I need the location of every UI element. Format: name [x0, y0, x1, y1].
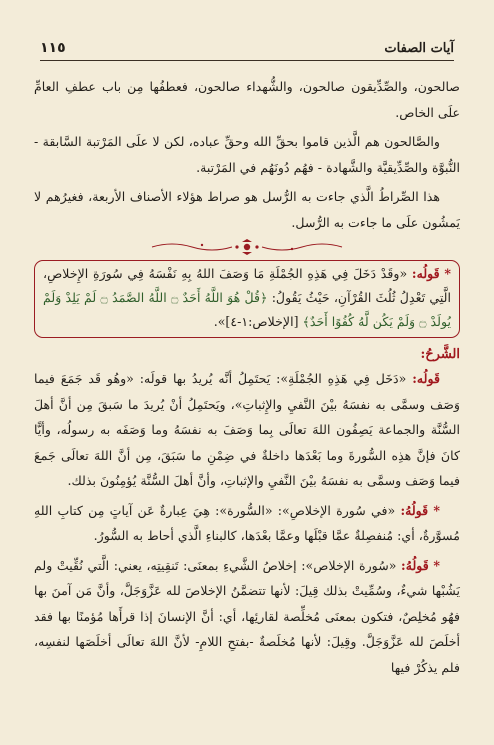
matn-verse: ﴿قُلْ هُوَ اللَّهُ أَحَدٌ ۝ اللَّهُ الصَّمَدُ ۝ لَمْ يَلِدْ وَلَمْ يُولَدْ ۝ وَلَمْ يَكُن لَّهُ كُفُوًا أَحَدٌ﴾ — [43, 290, 451, 329]
sharh-paragraph-1 — [34, 366, 460, 494]
ornament-divider — [34, 238, 460, 256]
matn-box — [34, 260, 460, 338]
paragraph-1: صالحون، والصِّدِّيقون صالحون، والشُّهداء صالحون، فعطفُها مِن باب عطفِ العامِّ علَى الخاص. — [34, 79, 460, 120]
sharh-label-3: قَولُهُ: — [401, 557, 429, 573]
sharh-star-3: * — [433, 557, 440, 573]
sharh-label-2: قَولُهُ: — [400, 502, 429, 518]
sharh-heading: الشَّرحُ: — [420, 347, 460, 362]
matn-reference: [الإخلاص:١-٤]». — [213, 314, 299, 329]
sharh-label-1: قَولُه: — [412, 371, 440, 386]
sharh-text-1: «دَخَل فِي هَذِهِ الجُمْلَةِ»: يَحتَمِلُ أنَّه يُريدُ بها قولَه: «وهُو قَد جَمَعَ فيما وَصَف وسمَّى به نفسَهُ بيْنَ النَّفيِ والإِثباتِ»، ويَحتَمِلُ أنْ يُريدَ ما سَبقَ مِن أنَّ أهلَ السُّنَّة والجماعة يَصِفُون اللهَ تعالَى بِما وَصَفَ به نفسَهُ وما وَصَفَه به رسولُه، وأيًّا كانَ فإنَّ هذِه السُّورةَ وما بَعْدَها داخلةٌ في ضِمْنِ ما سَبَقَ، مِن أنَّ اللهَ تعالَى جَمعَ فيما وَصَف وسمَّى به نفسَهُ بيْنَ النَّفيِ والإثباتِ، وأنَّ أهلَ السُّنَّة يُؤمِنُونَ بذلك. — [34, 371, 460, 488]
page-number: ١١٥ — [40, 40, 66, 56]
paragraph-2: والصَّالحون هم الَّذين قاموا بحقِّ الله وحقِّ عباده، لكن لا علَى المَرْتبة السَّابقة - النُّبوَّة والصِّدِّيقيَّة والشَّهادة - فهُم دُونَهُم في المَرْتبة. — [34, 134, 460, 175]
sharh-text-3: «سُورة الإخلاص»: إخلاصُ الشَّيءِ بمعنَى: تَنقِيتِه، يعني: الَّتي نُقِّيتْ ولم يَشُبْها شيءٌ، وسُمِّيتْ بذلك قِيلَ: لأنها تتضمَّنُ الإخلاصَ لله عَزَّوَجَلَّ، وأنَّ مَن آمنَ بها فهُو مُخلِصٌ، فتكون بمعنَى مُخلِّصة لقارئِها، أي: أنَّ الإنسانَ إذا قرأَها مُؤمنًا بها فقد أخلَصَ لله عَزَّوَجَلَّ. وقِيلَ: لأنها مُخلَصةٌ -بفتحِ اللامِ- لأنَّ اللهَ تعالَى أخلَصَها لنفسِه، فلم يذكُرْ فيها — [34, 557, 460, 675]
matn-label: قَولُه: — [411, 266, 440, 281]
matn-star: * — [444, 266, 451, 281]
ornament-icon — [142, 239, 352, 255]
sharh-star-2: * — [433, 502, 440, 518]
matn-text: «وقَدْ دَخَلَ فِي هَذِهِ الجُمْلَةِ مَا وَصَفَ اللهُ بِهِ نَفْسَهُ فِي سُورَةِ الإِخلاصِ، الَّتِي تَعْدِلُ ثُلُثَ القُرْآنِ، حَيْثُ يَقُولُ: — [43, 266, 451, 305]
page-body — [34, 74, 460, 680]
paragraph-3: هذا الصِّراطُ الَّذي جاءت به الرُّسل هو صراط هؤلاء الأصناف الأربعة، فغيرُهم لا يَمشُون علَى ما جاءت به الرُّسل. — [34, 189, 460, 230]
page-header — [40, 34, 454, 61]
sharh-text-2: «في سُورة الإخلاصِ»: «السُّورة»: هِيَ عِبارةٌ عَن آياتٍ مِن كتابِ اللهِ مُسوَّرةٌ، أي: مُنفصِلةٌ عمَّا قبْلَها وعمَّا بعْدَها، كالبناءِ الَّذي أحاط به السُّورُ. — [34, 502, 460, 543]
sharh-paragraph-2 — [34, 498, 460, 549]
running-title: آيات الصفات — [384, 41, 454, 56]
sharh-paragraph-3 — [34, 553, 460, 681]
